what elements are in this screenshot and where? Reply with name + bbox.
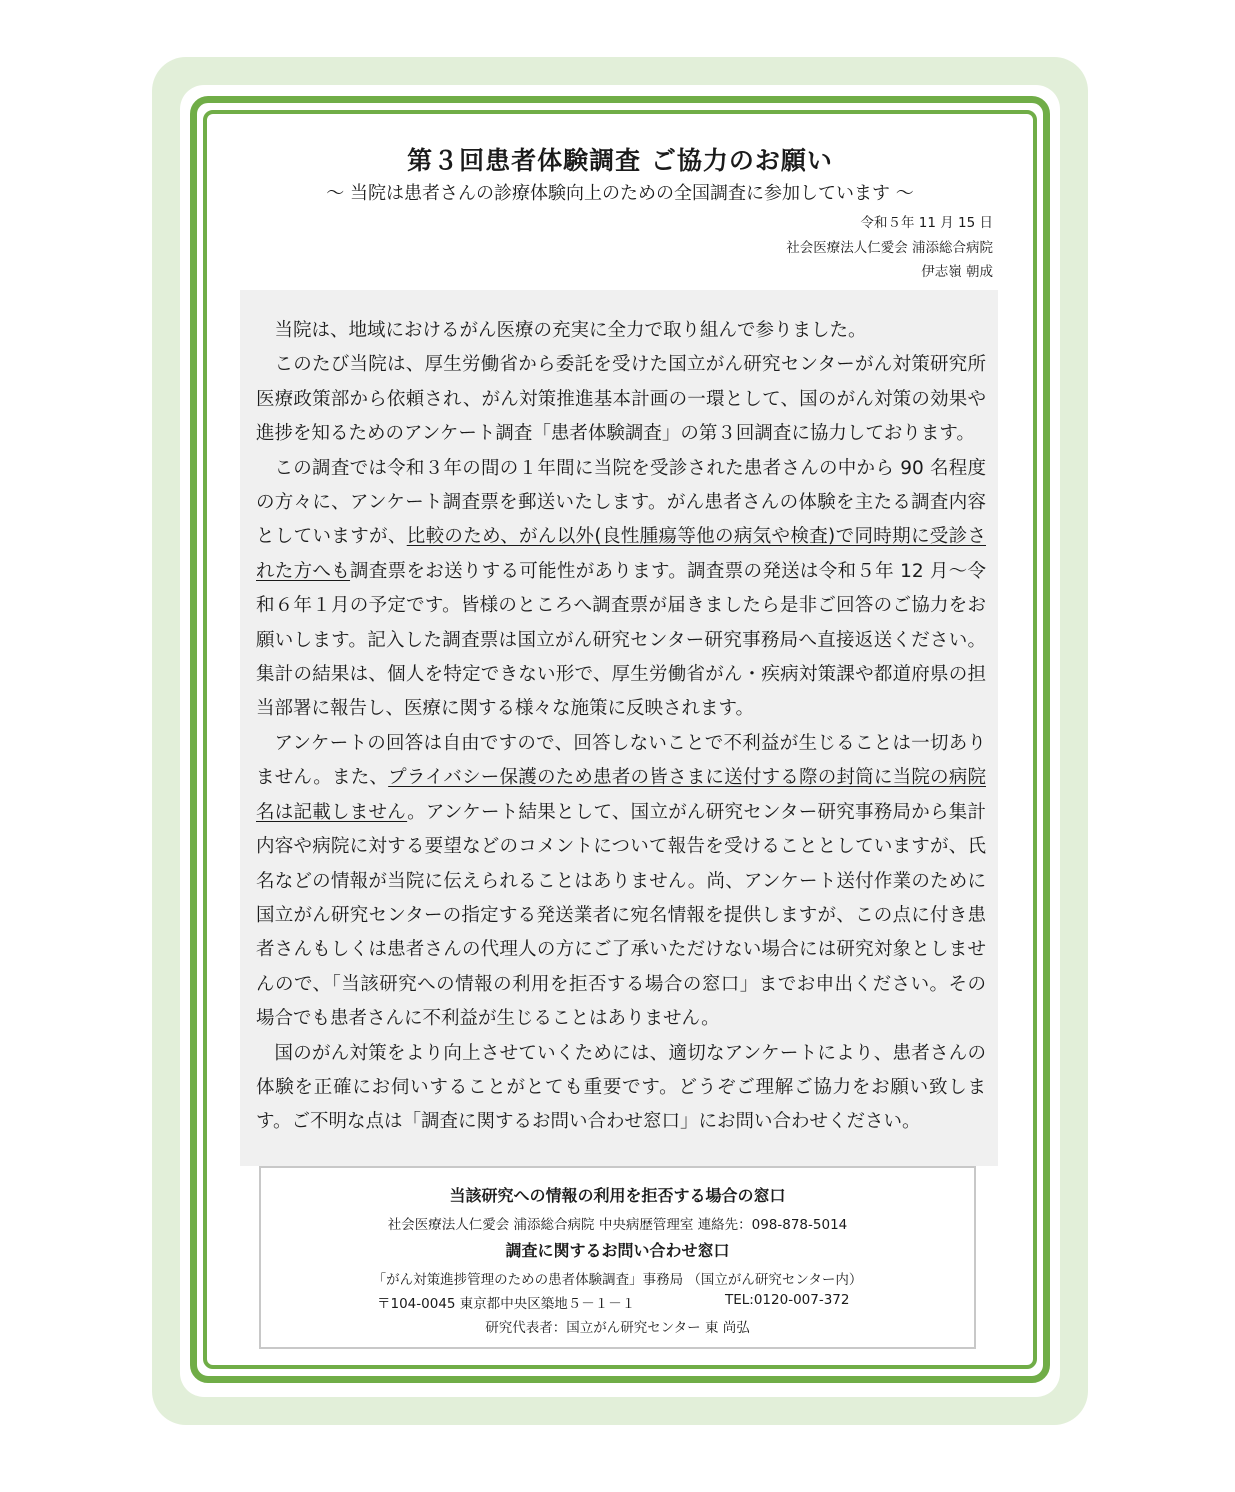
issue-date: 令和５年 11 月 15 日: [860, 215, 993, 231]
paragraph-4-underlined: プライバシー保護のため患者の皆さまに送付する際の封筒に当院の病院名は記載しません: [256, 767, 986, 823]
inquiry-heading: 調査に関するお問い合わせ窓口: [505, 1241, 730, 1260]
inquiry-office: 「がん対策進捗管理のための患者体験調査」事務局 （国立がん研究センター内）: [372, 1272, 863, 1288]
contact-box: [259, 1166, 976, 1349]
director-name: 伊志嶺 朝成: [921, 264, 993, 280]
paragraph-1: 当院は、地域におけるがん医療の充実に全力で取り組んで参りました。: [274, 320, 867, 341]
refusal-detail: 社会医療法人仁愛会 浦添総合病院 中央病歴管理室 連絡先：098-878-5014: [387, 1217, 848, 1233]
refusal-heading: 当該研究への情報の利用を拒否する場合の窓口: [449, 1186, 786, 1205]
paragraph-3-underlined: 比較のため、がん以外(良性腫瘍等他の病気や検査)で同時期に受診された方へも: [256, 526, 986, 582]
telephone: TEL:0120-007-372: [725, 1292, 850, 1308]
paragraph-4: [256, 727, 986, 1037]
representative: 研究代表者：国立がん研究センター 東 尚弘: [485, 1320, 750, 1336]
paragraph-4-part-a: アンケートの回答は自由ですので、回答しないことで不利益が生じることは一切ありません。また、: [256, 732, 986, 789]
paragraph-5: 国のがん対策をより向上させていくためには、適切なアンケートにより、患者さんの体験を正確にお伺いすることがとても重要です。どうぞご理解ご協力をお願い致します。ご不明な点は「調査に関するお問い合わせ窓口」にお問い合わせください。: [256, 1042, 986, 1133]
page-subtitle: ～ 当院は患者さんの診療体験向上のための全国調査に参加しています ～: [326, 183, 914, 204]
paragraph-3-part-b: 調査票をお送りする可能性があります。調査票の発送は令和５年 12 月～令和６年１月の予定です。皆様のところへ調査票が届きましたら是非ご回答のご協力をお願いします。記入した調査票は国立がん研究センター研究事務局へ直接返送ください。集計の結果は、個人を特定できない形で、厚生労働省がん・疾病対策課や都道府県の担当部署に報告し、医療に関する様々な施策に反映されます。: [256, 560, 986, 720]
paragraph-2: このたび当院は、厚生労働省から委託を受けた国立がん研究センターがん対策研究所医療政策部から依頼され、がん対策推進基本計画の一環として、国のがん対策の効果や進捗を知るためのアンケート調査「患者体験調査」の第３回調査に協力しております。: [256, 354, 986, 445]
page-title: 第３回患者体験調査 ご協力のお願い: [407, 146, 833, 175]
paragraph-4-part-b: 。アンケート結果として、国立がん研究センター研究事務局から集計内容や病院に対する要望などのコメントについて報告を受けることとしていますが、氏名などの情報が当院に伝えられることはありません。尚、アンケート送付作業のために国立がん研究センターの指定する発送業者に宛名情報を提供しますが、この点に付き患者さんもしくは患者さんの代理人の方にご了承いただけない場合には研究対象としませんので、「当該研究への情報の利用を拒否する場合の窓口」までお申出ください。その場合でも患者さんに不利益が生じることはありません。: [256, 801, 986, 1030]
paragraph-3: [256, 452, 986, 727]
body-text: [256, 314, 986, 1140]
postal-address: 〒104-0045 東京都中央区築地５－１－１: [377, 1296, 636, 1312]
paragraph-3-part-a: この調査では令和３年の間の１年間に当院を受診された患者さんの中から 90 名程度の方々に、アンケート調査票を郵送いたします。がん患者さんの体験を主たる調査内容としていますが、: [256, 457, 986, 548]
organization-name: 社会医療法人仁愛会 浦添総合病院: [786, 240, 993, 256]
